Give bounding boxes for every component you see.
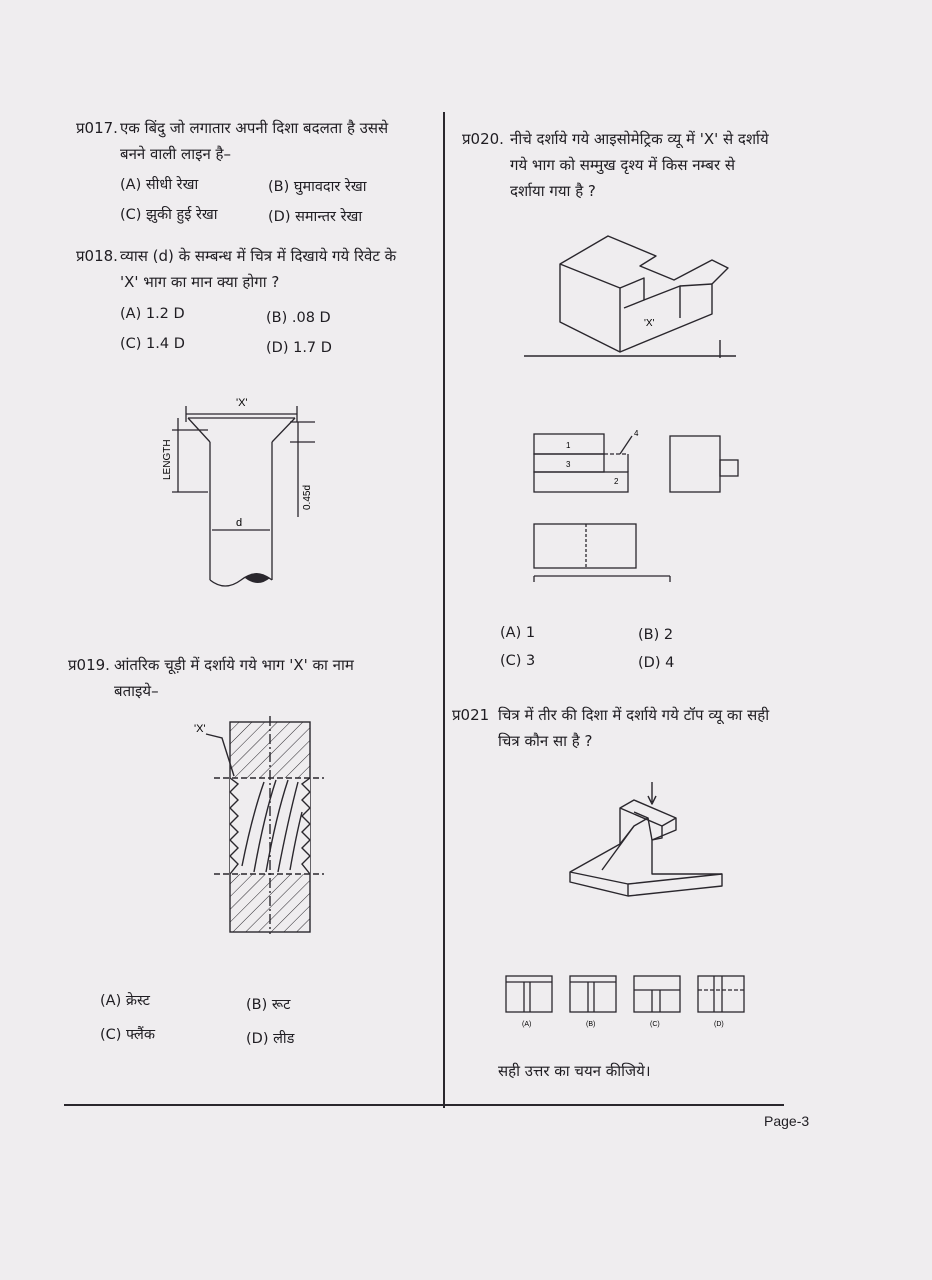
question-text-line2: गये भाग को सम्मुख दृश्य में किस नम्बर से — [510, 156, 736, 174]
top-view-options-figure — [500, 968, 750, 1034]
question-text-line1: एक बिंदु जो लगातार अपनी दिशा बदलता है उससे — [120, 119, 389, 137]
option-c[interactable]: (C) झुकी हुई रेखा — [120, 207, 218, 223]
question-17 — [76, 115, 446, 235]
question-21-instruction: सही उत्तर का चयन कीजिये। — [498, 1062, 651, 1080]
option-d[interactable]: (D) लीड — [246, 1031, 295, 1047]
option-d[interactable]: (D) 4 — [638, 655, 675, 671]
fig-label-dim: 0.45d — [302, 484, 313, 510]
fig-label-x: 'X' — [644, 318, 655, 329]
fig-option-d: (D) — [714, 1021, 724, 1028]
fig-label-1: 1 — [566, 441, 571, 450]
question-text-line3: दर्शाया गया है ? — [510, 182, 596, 200]
question-text-line1: व्यास (d) के सम्बन्ध में चित्र में दिखाये गये रिवेट के — [120, 247, 397, 265]
question-text-line2: 'X' भाग का मान क्या होगा ? — [120, 273, 280, 291]
question-number: प्र020. — [462, 130, 504, 148]
question-number: प्र019. — [68, 656, 110, 674]
internal-thread-figure — [194, 716, 344, 936]
fig-label-length: LENGTH — [162, 439, 173, 480]
page-number: Page-3 — [764, 1113, 810, 1129]
question-text-line2: बताइये– — [114, 682, 159, 700]
question-text-line2: चित्र कौन सा है ? — [498, 732, 593, 750]
option-d[interactable]: (D) 1.7 D — [266, 340, 332, 356]
question-text-line1: नीचे दर्शाये गये आइसोमेट्रिक व्यू में 'X' से दर्शाये — [510, 130, 769, 148]
option-b[interactable]: (B) रूट — [246, 997, 291, 1013]
question-text-line1: चित्र में तीर की दिशा में दर्शाये गये टॉप व्यू का सही — [498, 706, 770, 724]
option-b[interactable]: (B) घुमावदार रेखा — [268, 179, 367, 195]
fig-option-a: (A) — [522, 1021, 532, 1028]
fig-option-b: (B) — [586, 1021, 596, 1028]
question-19-options — [100, 988, 420, 1048]
orthographic-views-figure — [530, 426, 750, 598]
question-text-line1: आंतरिक चूड़ी में दर्शाये गये भाग 'X' का नाम — [114, 656, 354, 674]
question-18 — [76, 243, 446, 356]
fig-label-2: 2 — [614, 477, 619, 486]
fig-option-c: (C) — [650, 1021, 660, 1028]
footer-rule — [64, 1104, 784, 1106]
question-20-options — [500, 620, 800, 670]
question-21 — [452, 702, 832, 758]
fig-label-x: 'X' — [236, 397, 248, 409]
option-a[interactable]: (A) क्रेस्ट — [100, 993, 150, 1009]
question-20 — [462, 126, 832, 206]
option-c[interactable]: (C) फ्लैंक — [100, 1027, 155, 1043]
option-c[interactable]: (C) 1.4 D — [120, 336, 185, 352]
bracket-figure — [562, 778, 726, 902]
fig-label-x: 'X' — [194, 723, 206, 735]
question-number: प्र017. — [76, 119, 118, 137]
option-b[interactable]: (B) .08 D — [266, 310, 331, 326]
option-a[interactable]: (A) सीधी रेखा — [120, 177, 199, 193]
question-text-line2: बनने वाली लाइन है– — [120, 145, 232, 163]
question-number: प्र018. — [76, 247, 118, 265]
rivet-figure — [150, 392, 330, 600]
option-d[interactable]: (D) समान्तर रेखा — [268, 209, 363, 225]
question-19 — [68, 652, 448, 708]
fig-label-4: 4 — [634, 429, 639, 438]
option-b[interactable]: (B) 2 — [638, 627, 674, 643]
isometric-figure — [524, 226, 760, 374]
option-c[interactable]: (C) 3 — [500, 653, 536, 669]
option-a[interactable]: (A) 1.2 D — [120, 306, 185, 322]
fig-label-d: d — [236, 517, 243, 529]
option-a[interactable]: (A) 1 — [500, 625, 536, 641]
fig-label-3: 3 — [566, 460, 571, 469]
question-number: प्र021 — [452, 706, 490, 724]
